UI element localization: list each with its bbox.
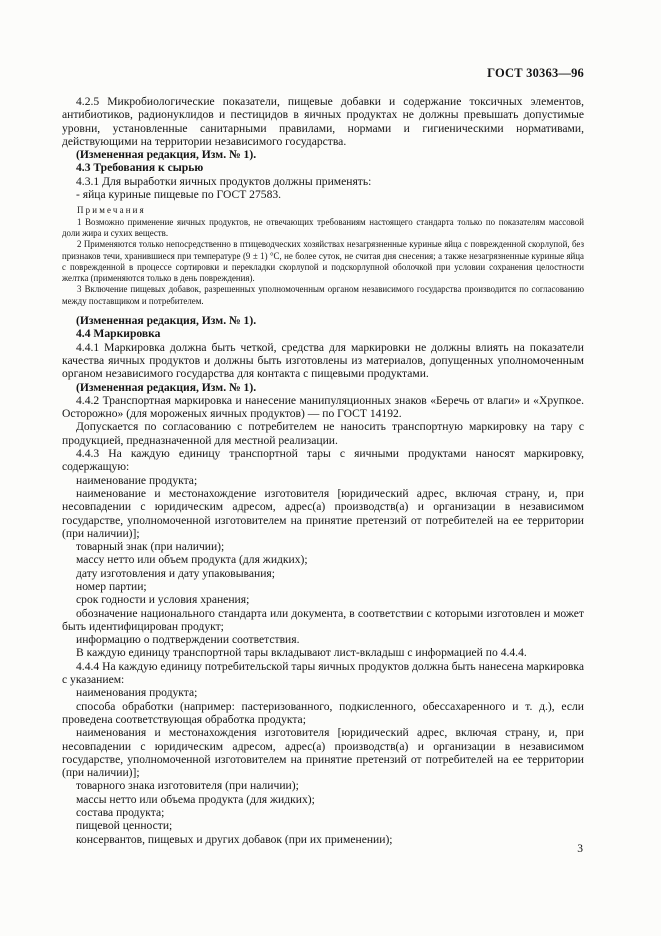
- amendment-note: (Измененная редакция, Изм. № 1).: [76, 380, 257, 394]
- page-body: [62, 95, 584, 846]
- section-heading-4-4: 4.4 Маркировка: [76, 327, 161, 341]
- notes-title: Примечания: [77, 205, 146, 216]
- list-item: наименование и местонахождение изготовителя [юридический адрес, включая страну, и, при несовпадении с юридическим адресом, адрес(а) производств(а) и организации в независимом государстве, уполномоченной изготовителем на принятие претензий от потребителей на ее территории (при наличии)];: [62, 486, 584, 540]
- paragraph: Допускается по согласованию с потребителем не наносить транспортную маркировку на тару с продукцией, предназначенной для местной реализации.: [62, 420, 584, 447]
- amendment-note: (Измененная редакция, Изм. № 1).: [76, 314, 257, 328]
- list-item: срок годности и условия хранения;: [76, 593, 250, 607]
- paragraph-4-4-4: 4.4.4 На каждую единицу потребительской тары яичных продуктов должна быть нанесена маркировка с указанием:: [62, 659, 584, 687]
- list-item: способа обработки (например: пастеризованного, подкисленного, обессахаренного и т. д.), если проведена соответствующая обработка продукта;: [62, 699, 584, 726]
- page-number: 3: [577, 843, 583, 855]
- note-item: 3 Включение пищевых добавок, разрешенных уполномоченным органом независимого государства производится по согласованию между поставщиком и потребителем.: [62, 284, 584, 306]
- paragraph-4-3-1: 4.3.1 Для выработки яичных продуктов должны применять:: [76, 174, 372, 188]
- list-item: - яйца куриные пищевые по ГОСТ 27583.: [76, 188, 282, 202]
- paragraph-4-2-5: 4.2.5 Микробиологические показатели, пищевые добавки и содержание токсичных элементов, антибиотиков, радионуклидов и пестицидов в яичных продуктах не должны превышать допустимые уровни, установленные санитарными правилами, нормами и гигиеническими нормативами, действующими на территории независимого государства.: [62, 95, 584, 148]
- list-item: состава продукта;: [76, 806, 165, 820]
- paragraph-4-4-3: 4.4.3 На каждую единицу транспортной тары с яичными продуктами наносят маркировку, содержащую:: [62, 447, 584, 474]
- notes-block: [62, 205, 584, 307]
- list-item: массу нетто или объем продукта (для жидких);: [76, 553, 308, 567]
- list-item: обозначение национального стандарта или документа, в соответствии с которыми изготовлен и может быть идентифицирован продукт;: [62, 606, 584, 633]
- list-item: массы нетто или объема продукта (для жидких);: [76, 792, 315, 806]
- standard-header: ГОСТ 30363—96: [487, 66, 584, 80]
- paragraph-4-4-2: 4.4.2 Транспортная маркировка и нанесение манипуляционных знаков «Беречь от влаги» и «Хрупкое. Осторожно» (для мороженых яичных продуктов) — по ГОСТ 14192.: [62, 393, 584, 421]
- list-item: товарного знака изготовителя (при наличии);: [76, 779, 299, 793]
- list-item: наименования и местонахождения изготовителя [юридический адрес, включая страну, и, при несовпадении с юридическим адресом, адрес(а) производств(а) и организации в независимом государстве, уполномоченной изготовителем на принятие претензий от потребителей на ее территории (при наличии)];: [62, 726, 584, 780]
- note-item: 2 Применяются только непосредственно в птицеводческих хозяйствах незагрязненные куриные яйца с поврежденной скорлупой, без признаков течи, хранившиеся при температуре (9 ± 1) °С, не более суток, не считая дня снесения; а также незагрязненные куриные яйца с поврежденной в процессе сортировки и перекладки скорлупой и подскорлупной оболочкой при условии сохранения целостности желтка (применяются только в день повреждения).: [62, 239, 584, 284]
- list-item: пищевой ценности;: [76, 819, 173, 833]
- note-item: 1 Возможно применение яичных продуктов, не отвечающих требованиям настоящего стандарта только по показателям массовой доли жира и сухих веществ.: [62, 216, 584, 238]
- list-item: информацию о подтверждении соответствия.: [76, 633, 300, 647]
- list-item: консервантов, пищевых и других добавок (при их применении);: [76, 832, 393, 846]
- list-item: товарный знак (при наличии);: [76, 540, 225, 554]
- list-item: наименования продукта;: [76, 686, 198, 700]
- list-item: наименование продукта;: [76, 473, 198, 487]
- list-item: номер партии;: [76, 579, 147, 593]
- paragraph-4-4-1: 4.4.1 Маркировка должна быть четкой, средства для маркировки не должны влиять на показатели качества яичных продуктов и должны быть изготовлены из материалов, допущенных уполномоченным органом независимого государства для контакта с пищевыми продуктами.: [62, 340, 584, 381]
- amendment-note: (Измененная редакция, Изм. № 1).: [76, 148, 257, 162]
- paragraph: В каждую единицу транспортной тары вкладывают лист-вкладыш с информацией по 4.4.4.: [76, 646, 527, 660]
- section-heading-4-3: 4.3 Требования к сырью: [76, 161, 204, 175]
- list-item: дату изготовления и дату упаковывания;: [76, 566, 275, 580]
